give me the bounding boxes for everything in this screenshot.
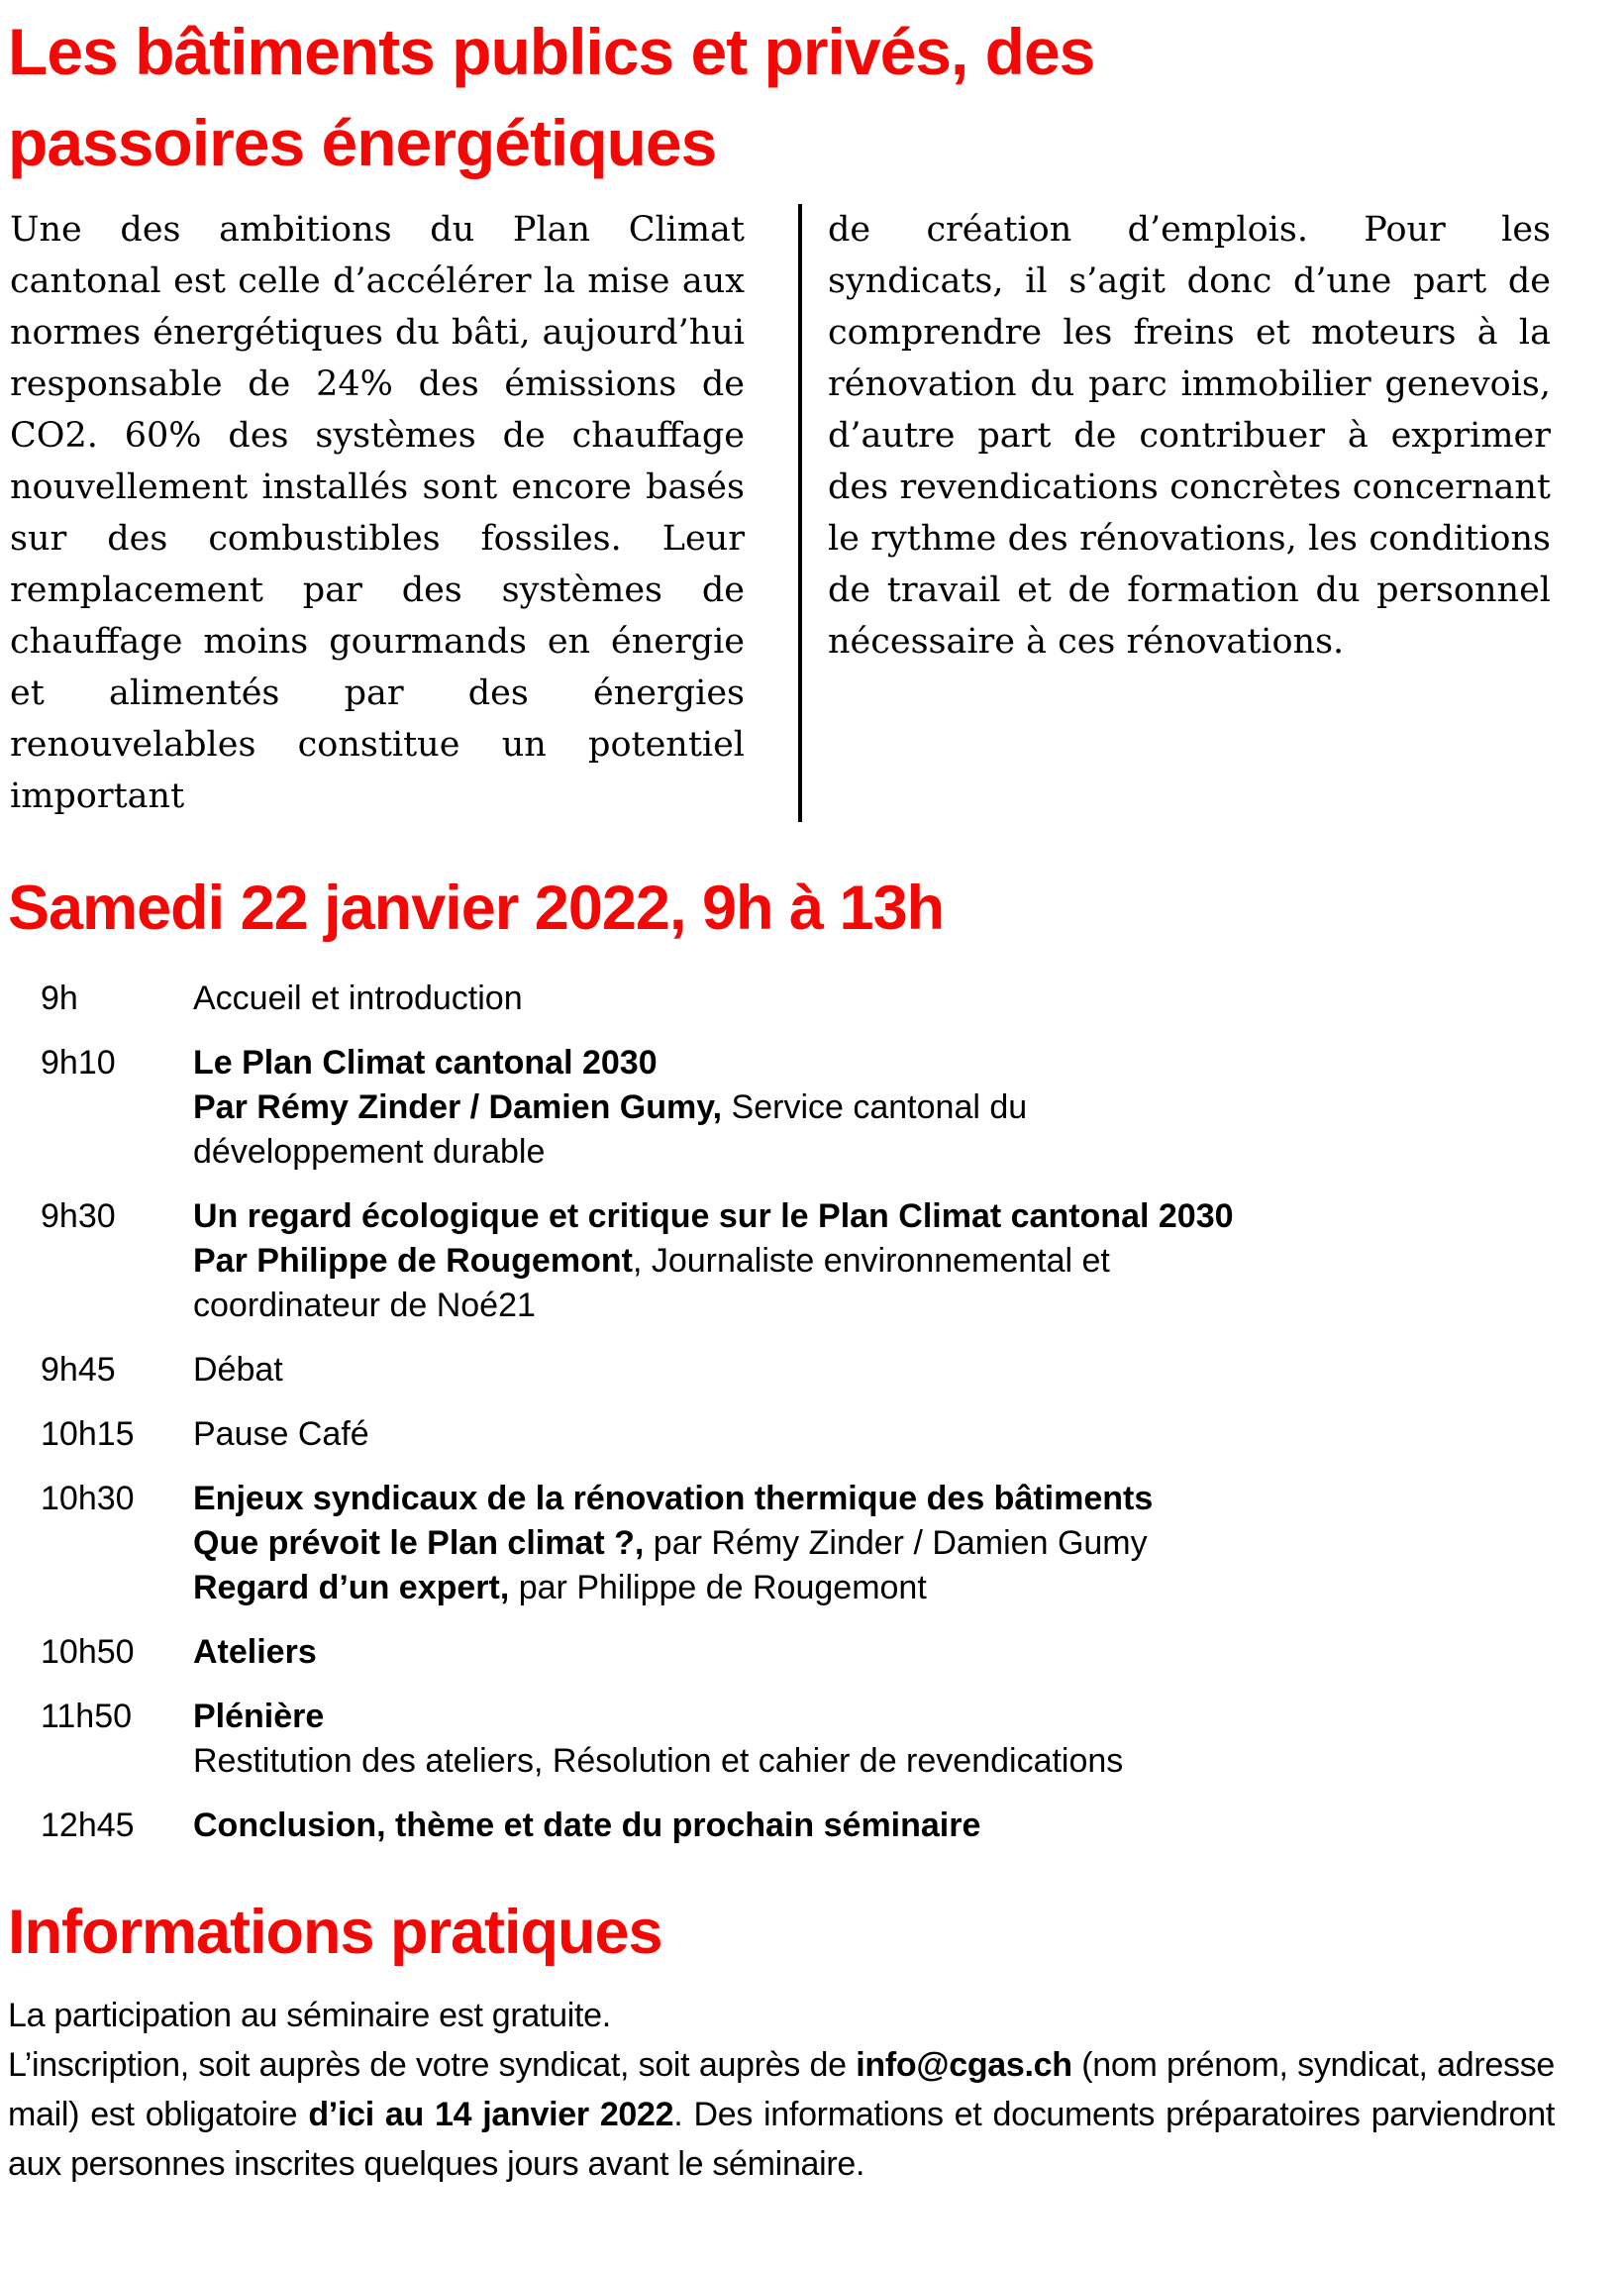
bold-text-segment: Que prévoit le Plan climat ?,	[193, 1524, 645, 1562]
text-segment: (nom prénom, syndicat, adresse mail) est obligatoire	[8, 2046, 1556, 2133]
schedule-row	[41, 1412, 1555, 1457]
infos-free-line: La participation au séminaire est gratuite.	[8, 1997, 611, 2034]
schedule-row	[41, 1041, 1555, 1175]
schedule-description	[193, 1348, 1555, 1393]
schedule-row	[41, 1348, 1555, 1393]
schedule-description-line	[193, 1412, 1555, 1457]
schedule-row	[41, 1194, 1555, 1328]
schedule-list	[8, 977, 1555, 1848]
schedule-description-line	[193, 1566, 1555, 1610]
schedule-description-line	[193, 1239, 1555, 1284]
page-title	[8, 6, 1555, 188]
text-segment: Accueil et introduction	[193, 980, 523, 1017]
schedule-description-line	[193, 1041, 1555, 1085]
schedule-description-line	[193, 1194, 1555, 1239]
page-title-line-2: passoires énergétiques	[8, 106, 717, 179]
bold-text-segment: Le Plan Climat cantonal 2030	[193, 1044, 658, 1082]
schedule-description-line	[193, 1348, 1555, 1393]
text-segment: Service cantonal du	[722, 1088, 1028, 1126]
intro-left-column: Une des ambitions du Plan Climat cantonal est celle d’accélérer la mise aux normes énergétiques du bâti, aujourd’hui responsable de 24% des émissions de CO2. 60% des systèmes de chauffage nouvellement installés sont encore basés sur des combustibles fossiles. Leur remplacement par des systèmes de chauffage moins gourmands en énergie et alimentés par des énergies renouvelables constitue un potentiel important	[10, 210, 745, 816]
schedule-description-line	[193, 1804, 1555, 1848]
column-divider	[798, 204, 802, 822]
text-segment: . Des informations et documents préparatoires parviendront aux personnes inscrites quelques jours avant le séminaire.	[8, 2096, 1556, 2183]
schedule-description	[193, 977, 1555, 1021]
schedule-row	[41, 1477, 1555, 1610]
schedule-time: 9h45	[41, 1351, 116, 1389]
text-segment: coordinateur de Noé21	[193, 1287, 536, 1324]
bold-text-segment: info@cgas.ch	[856, 2046, 1072, 2084]
bold-text-segment: Conclusion, thème et date du prochain séminaire	[193, 1806, 981, 1844]
text-segment: Restitution des ateliers, Résolution et cahier de revendications	[193, 1742, 1124, 1780]
schedule-time: 11h50	[41, 1698, 133, 1735]
bold-text-segment: Par Philippe de Rougemont	[193, 1242, 633, 1280]
schedule-description	[193, 1412, 1555, 1457]
intro-columns	[10, 204, 1555, 822]
bold-text-segment: Enjeux syndicaux de la rénovation thermique des bâtiments	[193, 1480, 1154, 1517]
schedule-description-line	[193, 1630, 1555, 1675]
schedule-description	[193, 1194, 1555, 1328]
text-segment: Débat	[193, 1351, 283, 1389]
text-segment: par Philippe de Rougemont	[509, 1569, 927, 1606]
bold-text-segment: Plénière	[193, 1698, 325, 1735]
schedule-time: 9h10	[41, 1044, 116, 1082]
registration-paragraph	[8, 2040, 1555, 2189]
schedule-time: 9h30	[41, 1197, 116, 1235]
schedule-row	[41, 1630, 1555, 1675]
schedule-description-line	[193, 1477, 1555, 1521]
text-segment: L’inscription, soit auprès de votre syndicat, soit auprès de	[8, 2046, 857, 2084]
schedule-time: 10h30	[41, 1480, 135, 1517]
schedule-row	[41, 977, 1555, 1021]
text-segment: , Journaliste environnemental et	[632, 1242, 1110, 1280]
schedule-description	[193, 1695, 1555, 1784]
schedule-time: 12h45	[41, 1806, 135, 1844]
schedule-row	[41, 1804, 1555, 1848]
schedule-description-line	[193, 1695, 1555, 1739]
schedule-description-line	[193, 1284, 1555, 1328]
bold-text-segment: Par Rémy Zinder / Damien Gumy,	[193, 1088, 723, 1126]
schedule-description-line	[193, 1521, 1555, 1566]
bold-text-segment: Regard d’un expert,	[193, 1569, 510, 1606]
schedule-time: 10h50	[41, 1633, 135, 1671]
schedule-description	[193, 1630, 1555, 1675]
infos-heading: Informations pratiques	[8, 1898, 662, 1967]
schedule-time: 10h15	[41, 1415, 135, 1453]
bold-text-segment: d’ici au 14 janvier 2022	[308, 2096, 674, 2133]
bold-text-segment: Ateliers	[193, 1633, 317, 1671]
schedule-description-line	[193, 977, 1555, 1021]
schedule-description	[193, 1804, 1555, 1848]
schedule-description-line	[193, 1130, 1555, 1175]
schedule-description-line	[193, 1739, 1555, 1784]
schedule-time: 9h	[41, 980, 78, 1017]
schedule-description	[193, 1041, 1555, 1175]
bold-text-segment: Un regard écologique et critique sur le Plan Climat cantonal 2030	[193, 1197, 1234, 1235]
schedule-description-line	[193, 1085, 1555, 1130]
intro-right-column: de création d’emplois. Pour les syndicats, il s’agit donc d’une part de comprendre les freins et moteurs à la rénovation du parc immobilier genevois, d’autre part de contribuer à exprimer des revendications concrètes concernant le rythme des rénovations, les conditions de travail et de formation du personnel nécessaire à ces rénovations.	[828, 210, 1551, 662]
text-segment: par Rémy Zinder / Damien Gumy	[644, 1524, 1148, 1562]
text-segment: Pause Café	[193, 1415, 369, 1453]
schedule-description	[193, 1477, 1555, 1610]
text-segment: développement durable	[193, 1133, 546, 1171]
schedule-row	[41, 1695, 1555, 1784]
schedule-heading: Samedi 22 janvier 2022, 9h à 13h	[8, 874, 945, 943]
page-title-line-1: Les bâtiments publics et privés, des	[8, 15, 1095, 88]
infos-section	[8, 1991, 1555, 2189]
